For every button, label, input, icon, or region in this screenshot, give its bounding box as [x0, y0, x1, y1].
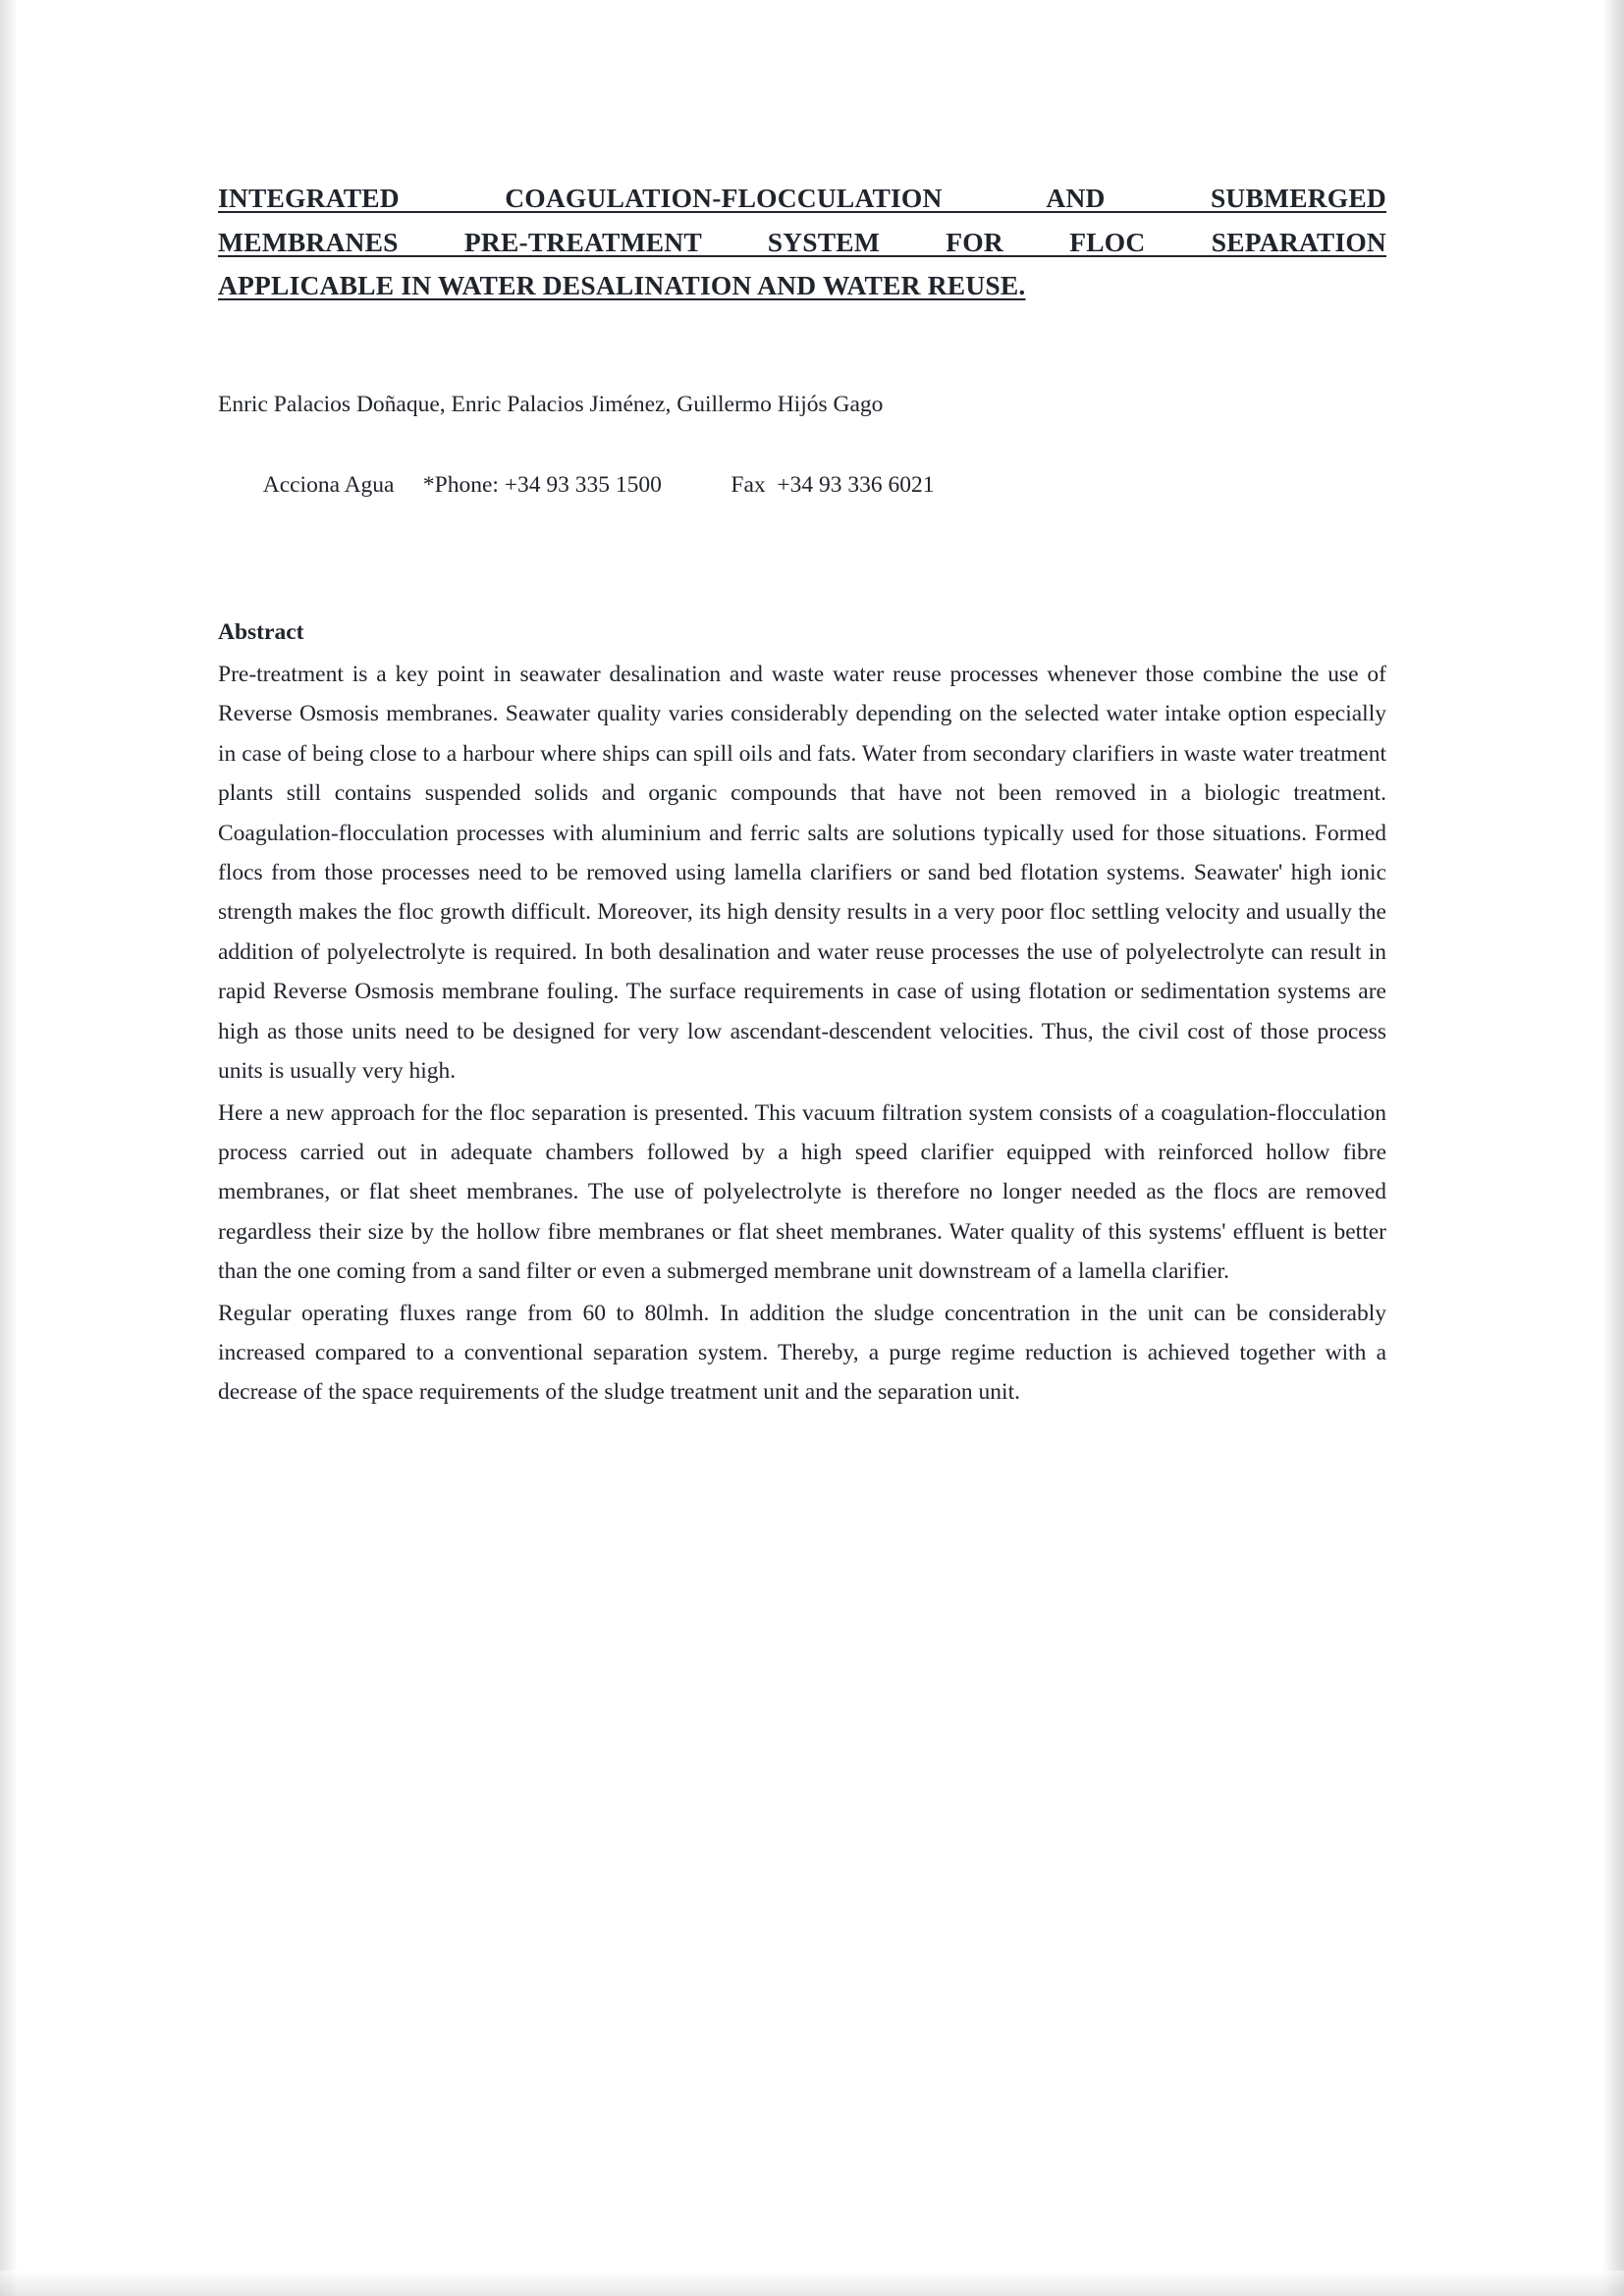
abstract-heading: Abstract	[218, 619, 304, 646]
scan-edge-bottom	[0, 2270, 1624, 2296]
document-content	[218, 177, 1386, 1413]
scan-edge-right	[1602, 0, 1624, 2296]
abstract-paragraph-1: Pre-treatment is a key point in seawater desalination and waste water reuse processes whenever those combine the use of Reverse Osmosis membranes. Seawater quality varies considerably depending on the selected water intake option especially in case of being close to a harbour where ships can spill oils and fats. Water from secondary clarifiers in waste water treatment plants still contains suspended solids and organic compounds that have not been removed in a biologic treatment. Coagulation-flocculation processes with aluminium and ferric salts are solutions typically used for those situations. Formed flocs from those processes need to be removed using lamella clarifiers or sand bed flotation systems. Seawater' high ionic strength makes the floc growth difficult. Moreover, its high density results in a very poor floc settling velocity and usually the addition of polyelectrolyte is required. In both desalination and water reuse processes the use of polyelectrolyte can result in rapid Reverse Osmosis membrane fouling. The surface requirements in case of using flotation or sedimentation systems are high as those units need to be designed for very low ascendant-descendent velocities. Thus, the civil cost of those process units is usually very high.	[218, 662, 1386, 1085]
scan-edge-left	[0, 0, 18, 2296]
spacer-1	[395, 472, 423, 498]
abstract-paragraph-3: Regular operating fluxes range from 60 to 80lmh. In addition the sludge concentration in the unit can be considerably increased compared to a conventional separation system. Thereby, a purge regime reduction is achieved together with a decrease of the space requirements of the sludge treatment unit and the separation unit.	[218, 1300, 1386, 1406]
affiliation: Acciona Agua	[262, 471, 395, 498]
title-line-3: APPLICABLE IN WATER DESALINATION AND WATER REUSE.	[218, 270, 1026, 301]
title-line-2: MEMBRANES PRE-TREATMENT SYSTEM FOR FLOC SEPARATION	[218, 226, 1386, 257]
fax: Fax +34 93 336 6021	[731, 471, 935, 498]
title-line-1: INTEGRATED COAGULATION-FLOCCULATION AND SUBMERGED	[218, 183, 1386, 213]
abstract-body	[218, 655, 1386, 1413]
phone: *Phone: +34 93 335 1500	[422, 471, 662, 498]
affiliation-contact-line	[218, 425, 1386, 546]
page-title	[218, 177, 1386, 308]
authors-line: Enric Palacios Doñaque, Enric Palacios Jiménez, Guillermo Hijós Gago	[218, 391, 884, 417]
abstract-paragraph-2: Here a new approach for the floc separation is presented. This vacuum filtration system consists of a coagulation-flocculation process carried out in adequate chambers followed by a high speed clarifier equipped with reinforced hollow fibre membranes, or flat sheet membranes. The use of polyelectrolyte is therefore no longer needed as the flocs are removed regardless their size by the hollow fibre membranes or flat sheet membranes. Water quality of this systems' effluent is better than the one coming from a sand filter or even a submerged membrane unit downstream of a lamella clarifier.	[218, 1099, 1386, 1285]
spacer-2	[662, 472, 731, 498]
authors-block	[218, 385, 1386, 547]
